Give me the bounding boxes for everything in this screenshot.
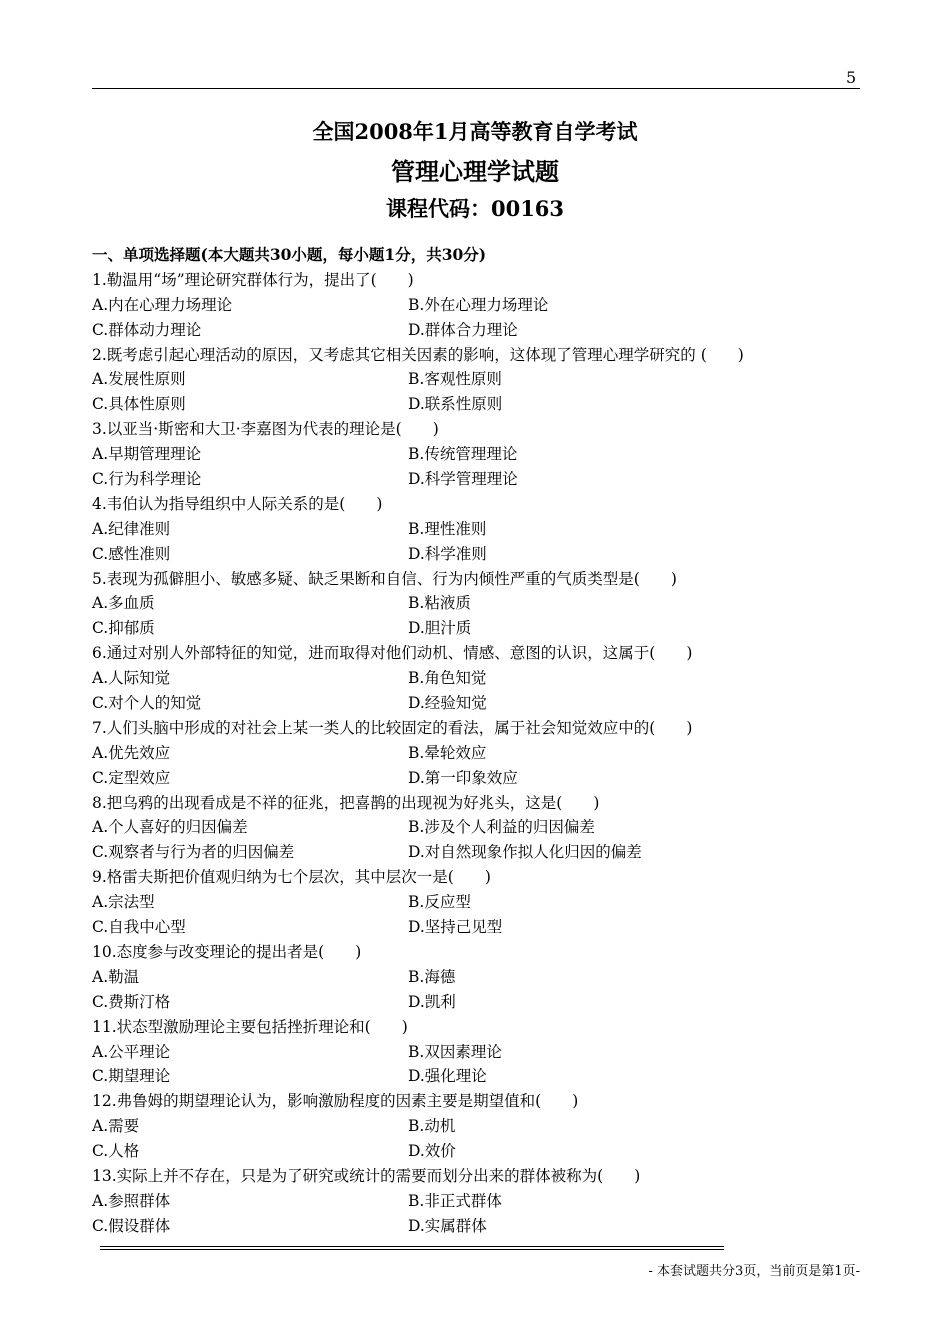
option-row bbox=[92, 467, 862, 492]
option-row bbox=[92, 293, 862, 318]
option-b: B.反应型 bbox=[408, 893, 471, 912]
option-d: D.强化理论 bbox=[408, 1067, 487, 1086]
option-a: A.需要 bbox=[92, 1117, 140, 1136]
option-row bbox=[92, 442, 862, 467]
option-d: D.胆汁质 bbox=[408, 619, 472, 638]
section-heading: 一、单项选择题(本大题共30小题，每小题1分，共30分) bbox=[92, 245, 487, 264]
option-d: D.科学准则 bbox=[408, 544, 487, 563]
option-c: C.定型效应 bbox=[92, 768, 171, 787]
option-a: A.公平理论 bbox=[92, 1042, 171, 1061]
question-stem: 9.格雷夫斯把价值观归纳为七个层次，其中层次一是( ) bbox=[92, 868, 491, 887]
option-row bbox=[92, 890, 862, 915]
option-row bbox=[92, 1214, 862, 1239]
option-row bbox=[92, 766, 862, 791]
option-c: C.观察者与行为者的归因偏差 bbox=[92, 843, 295, 862]
option-c: C.群体动力理论 bbox=[92, 320, 202, 339]
option-b: B.双因素理论 bbox=[408, 1042, 502, 1061]
option-b: B.晕轮效应 bbox=[408, 743, 487, 762]
option-row bbox=[92, 1064, 862, 1089]
option-c: C.期望理论 bbox=[92, 1067, 171, 1086]
option-row bbox=[92, 691, 862, 716]
question-stem: 12.弗鲁姆的期望理论认为，影响激励程度的因素主要是期望值和( ) bbox=[92, 1092, 579, 1111]
option-d: D.群体合力理论 bbox=[408, 320, 518, 339]
option-b: B.海德 bbox=[408, 967, 456, 986]
option-row bbox=[92, 318, 862, 343]
header-rule bbox=[92, 88, 860, 89]
option-b: B.传统管理理论 bbox=[408, 445, 518, 464]
question-stem: 4.韦伯认为指导组织中人际关系的是( ) bbox=[92, 494, 383, 513]
option-a: A.多血质 bbox=[92, 594, 155, 613]
page-number: 5 bbox=[846, 68, 857, 87]
option-a: A.宗法型 bbox=[92, 893, 155, 912]
option-a: A.人际知觉 bbox=[92, 669, 171, 688]
option-c: C.人格 bbox=[92, 1142, 140, 1161]
option-row bbox=[92, 1139, 862, 1164]
option-b: B.非正式群体 bbox=[408, 1191, 502, 1210]
option-row bbox=[92, 517, 862, 542]
questions-container bbox=[92, 268, 862, 1239]
option-row bbox=[92, 815, 862, 840]
option-d: D.坚持己见型 bbox=[408, 918, 503, 937]
option-row bbox=[92, 965, 862, 990]
option-c: C.具体性原则 bbox=[92, 395, 186, 414]
question-stem: 6.通过对别人外部特征的知觉，进而取得对他们动机、情感、意图的认识，这属于( ) bbox=[92, 644, 693, 663]
exam-subject: 管理心理学试题 bbox=[391, 157, 559, 186]
option-d: D.凯利 bbox=[408, 992, 456, 1011]
option-d: D.科学管理理论 bbox=[408, 470, 518, 489]
option-d: D.第一印象效应 bbox=[408, 768, 518, 787]
question-stem: 8.把乌鸦的出现看成是不祥的征兆，把喜鹊的出现视为好兆头，这是( ) bbox=[92, 793, 600, 812]
option-b: B.动机 bbox=[408, 1117, 456, 1136]
option-row bbox=[92, 591, 862, 616]
footer-rule bbox=[100, 1246, 724, 1250]
option-row bbox=[92, 1189, 862, 1214]
question-stem: 2.既考虑引起心理活动的原因，又考虑其它相关因素的影响，这体现了管理心理学研究的 ( ) bbox=[92, 345, 744, 364]
question-stem: 3.以亚当·斯密和大卫·李嘉图为代表的理论是( ) bbox=[92, 420, 439, 439]
option-a: A.内在心理力场理论 bbox=[92, 295, 233, 314]
option-c: C.费斯汀格 bbox=[92, 992, 171, 1011]
option-row bbox=[92, 666, 862, 691]
option-row bbox=[92, 741, 862, 766]
question-stem: 11.状态型激励理论主要包括挫折理论和( ) bbox=[92, 1017, 408, 1036]
option-row bbox=[92, 367, 862, 392]
option-c: C.假设群体 bbox=[92, 1216, 171, 1235]
question-stem: 5.表现为孤僻胆小、敏感多疑、缺乏果断和自信、行为内倾性严重的气质类型是( ) bbox=[92, 569, 677, 588]
page-footer: - 本套试题共分3页，当前页是第1页- bbox=[648, 1264, 860, 1279]
option-a: A.优先效应 bbox=[92, 743, 171, 762]
option-a: A.勒温 bbox=[92, 967, 140, 986]
option-row bbox=[92, 616, 862, 641]
option-a: A.个人喜好的归因偏差 bbox=[92, 818, 248, 837]
course-code: 课程代码：00163 bbox=[385, 196, 565, 221]
option-c: C.行为科学理论 bbox=[92, 470, 202, 489]
option-c: C.感性准则 bbox=[92, 544, 171, 563]
option-row bbox=[92, 542, 862, 567]
option-b: B.粘液质 bbox=[408, 594, 471, 613]
option-a: A.发展性原则 bbox=[92, 370, 186, 389]
question-stem: 13.实际上并不存在，只是为了研究或统计的需要而划分出来的群体被称为( ) bbox=[92, 1166, 641, 1185]
option-d: D.联系性原则 bbox=[408, 395, 503, 414]
option-d: D.效价 bbox=[408, 1142, 456, 1161]
option-d: D.经验知觉 bbox=[408, 694, 487, 713]
option-b: B.外在心理力场理论 bbox=[408, 295, 549, 314]
option-c: C.对个人的知觉 bbox=[92, 694, 202, 713]
option-row bbox=[92, 392, 862, 417]
option-b: B.涉及个人利益的归因偏差 bbox=[408, 818, 595, 837]
option-row bbox=[92, 840, 862, 865]
option-row bbox=[92, 1114, 862, 1139]
option-b: B.理性准则 bbox=[408, 519, 487, 538]
option-c: C.抑郁质 bbox=[92, 619, 155, 638]
option-b: B.客观性原则 bbox=[408, 370, 502, 389]
option-c: C.自我中心型 bbox=[92, 918, 186, 937]
option-d: D.实属群体 bbox=[408, 1216, 487, 1235]
option-b: B.角色知觉 bbox=[408, 669, 487, 688]
exam-title: 全国2008年1月高等教育自学考试 bbox=[312, 119, 638, 144]
option-a: A.纪律准则 bbox=[92, 519, 171, 538]
option-d: D.对自然现象作拟人化归因的偏差 bbox=[408, 843, 642, 862]
question-stem: 1.勒温用“场”理论研究群体行为，提出了( ) bbox=[92, 270, 414, 289]
option-a: A.参照群体 bbox=[92, 1191, 171, 1210]
option-row bbox=[92, 915, 862, 940]
question-stem: 7.人们头脑中形成的对社会上某一类人的比较固定的看法，属于社会知觉效应中的( ) bbox=[92, 718, 693, 737]
option-a: A.早期管理理论 bbox=[92, 445, 202, 464]
question-stem: 10.态度参与改变理论的提出者是( ) bbox=[92, 942, 362, 961]
option-row bbox=[92, 990, 862, 1015]
question-list bbox=[92, 243, 862, 1239]
option-row bbox=[92, 1040, 862, 1065]
